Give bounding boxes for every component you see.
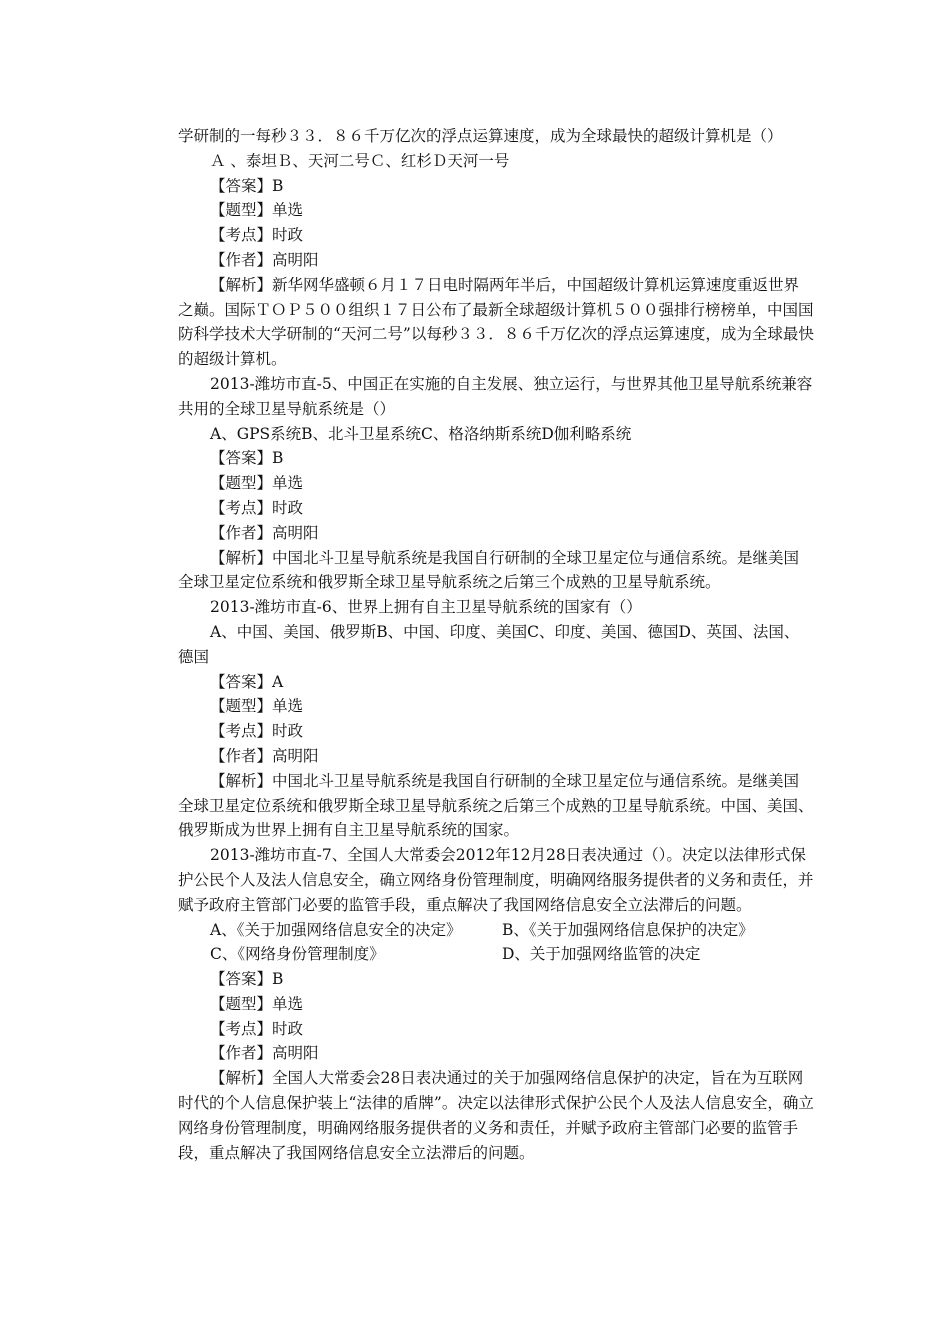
q4-analysis: 【解析】全国人大常委会28日表决通过的关于加强网络信息保护的决定，旨在为互联网时代的个人信息保护装上“法律的盾牌”。决定以法律形式保护公民个人及法人信息安全，确立网络身份管理制度，明确网络服务提供者的义务和责任，并赋予政府主管部门必要的监管手段，重点解决了我国网络信息安全立法滞后的问题。: [178, 1069, 814, 1162]
q3-analysis: 【解析】中国北斗卫星导航系统是我国自行研制的全球卫星定位与通信系统。是继美国全球卫星定位系统和俄罗斯全球卫星导航系统之后第三个成熟的卫星导航系统。中国、美国、俄罗斯成为世界上拥有自主卫星导航系统的国家。: [178, 771, 814, 840]
q4-option-a: A、《关于加强网络信息安全的决定》: [210, 920, 462, 939]
q2-point: 【考点】时政: [210, 498, 304, 517]
q1-point: 【考点】时政: [210, 226, 304, 245]
q3-type: 【题型】单选: [210, 697, 304, 716]
q4-point: 【考点】时政: [210, 1019, 304, 1038]
q2-analysis: 【解析】中国北斗卫星导航系统是我国自行研制的全球卫星定位与通信系统。是继美国全球卫星定位系统和俄罗斯全球卫星导航系统之后第三个成熟的卫星导航系统。: [178, 548, 800, 592]
q4-author: 【作者】高明阳: [210, 1044, 319, 1063]
q1-analysis: 【解析】新华网华盛顿６月１７日电时隔两年半后，中国超级计算机运算速度重返世界之巅。国际ＴＯＰ５００组织１７日公布了最新全球超级计算机５００强排行榜榜单，中国国防科学技术大学研制的“天河二号”以每秒３３．８６千万亿次的浮点运算速度，成为全球最快的超级计算机。: [178, 275, 814, 369]
q1-type: 【题型】单选: [210, 201, 304, 220]
q2-type: 【题型】单选: [210, 474, 304, 493]
q1-author: 【作者】高明阳: [210, 250, 319, 269]
q3-options: A、中国、美国、俄罗斯B、中国、印度、美国C、印度、美国、德国D、英国、法国、德国: [178, 622, 800, 666]
q3-stem: 2013-潍坊市直-6、世界上拥有自主卫星导航系统的国家有（）: [210, 598, 642, 617]
document-page: [178, 124, 814, 1165]
q2-stem: 2013-潍坊市直-5、中国正在实施的自主发展、独立运行，与世界其他卫星导航系统兼容共用的全球卫星导航系统是（）: [178, 374, 813, 418]
q4-option-b: B、《关于加强网络信息保护的决定》: [502, 920, 754, 939]
q4-option-d: D、关于加强网络监管的决定: [502, 945, 701, 964]
q3-author: 【作者】高明阳: [210, 746, 319, 765]
q4-option-c: C、《网络身份管理制度》: [210, 945, 385, 964]
q2-answer: 【答案】B: [210, 449, 284, 468]
q3-point: 【考点】时政: [210, 722, 304, 741]
q1-stem-tail: 学研制的一每秒３３．８６千万亿次的浮点运算速度，成为全球最快的超级计算机是（）: [178, 127, 783, 145]
q4-type: 【题型】单选: [210, 994, 304, 1013]
q4-answer: 【答案】B: [210, 970, 284, 989]
q1-options: Ａ 、泰坦Ｂ、天河二号Ｃ、红杉Ｄ天河一号: [210, 151, 510, 170]
q4-options: [178, 918, 814, 968]
q2-options: A、GPS系统B、北斗卫星系统C、格洛纳斯系统D伽利略系统: [210, 424, 632, 443]
q2-author: 【作者】高明阳: [210, 523, 319, 542]
q1-answer: 【答案】B: [210, 176, 284, 195]
q4-stem: 2013-潍坊市直-7、全国人大常委会2012年12月28日表决通过（）。决定以法律形式保护公民个人及法人信息安全，确立网络身份管理制度，明确网络服务提供者的义务和责任，并赋予政府主管部门必要的监管手段，重点解决了我国网络信息安全立法滞后的问题。: [178, 846, 814, 914]
q3-answer: 【答案】A: [210, 672, 284, 691]
